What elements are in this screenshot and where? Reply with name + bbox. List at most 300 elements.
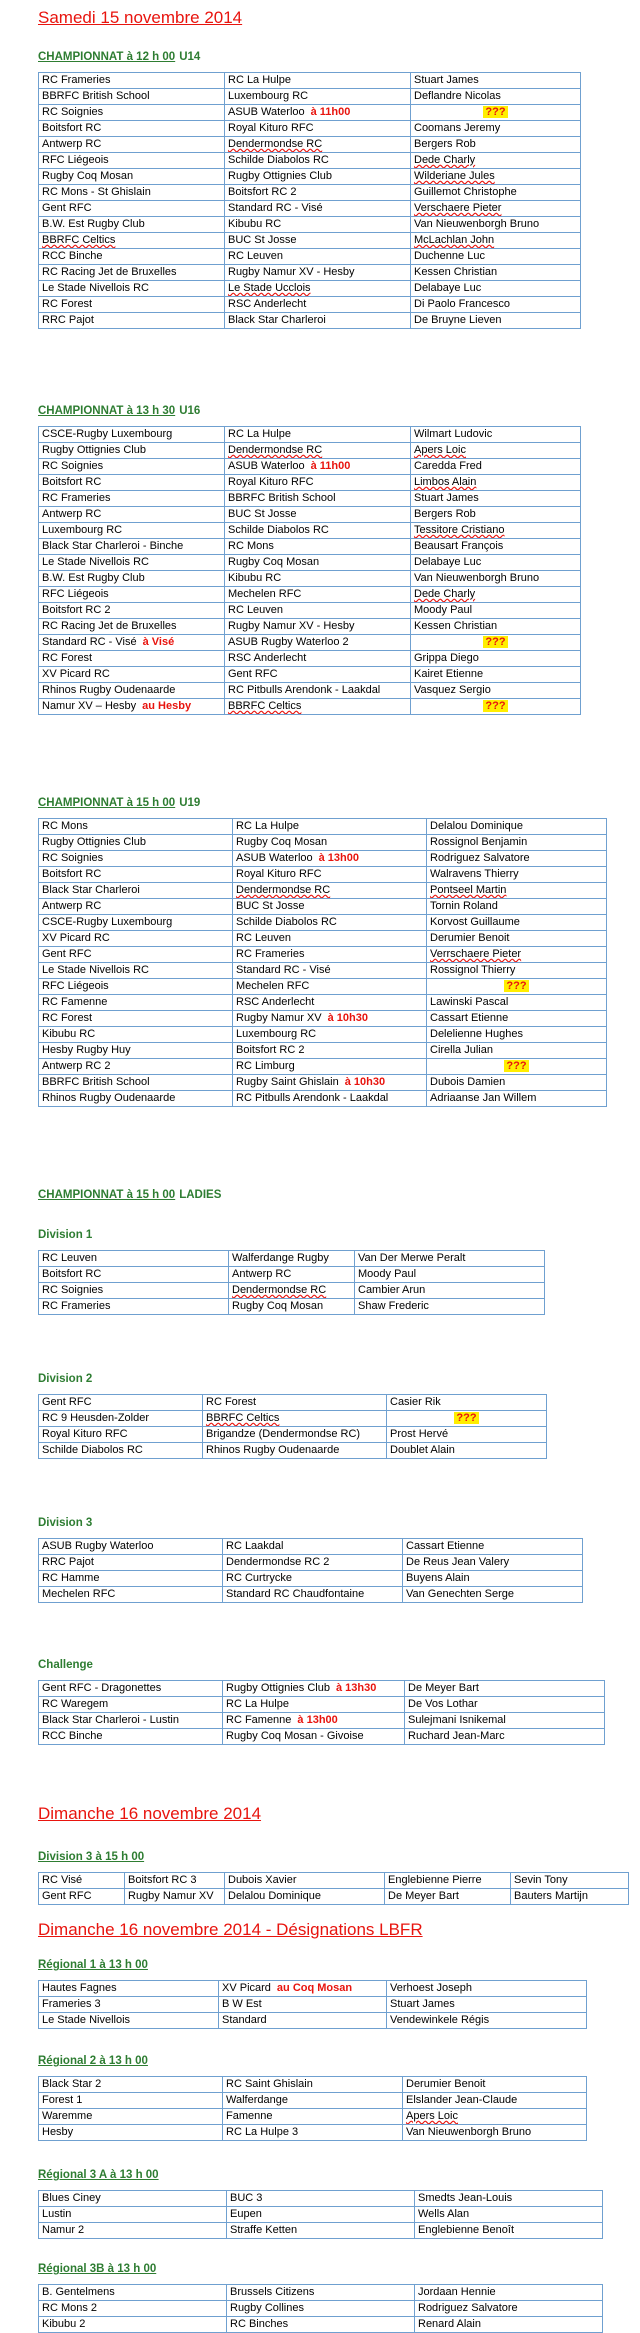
cell-text: Verrschaere Pieter <box>430 948 522 960</box>
section-heading-text: Division 3 à 15 h 00 <box>38 1851 145 1863</box>
team-cell <box>39 1267 229 1283</box>
section-heading-text: Régional 2 à 13 h 00 <box>38 2055 148 2067</box>
unknown-referee-marker: ??? <box>456 1412 477 1424</box>
cell-text: Kibubu RC <box>228 218 282 230</box>
team-cell <box>39 265 225 281</box>
team-cell <box>39 507 225 523</box>
cell-text: Namur XV – Hesby <box>42 700 137 712</box>
team-cell <box>39 1411 203 1427</box>
team-cell <box>39 297 225 313</box>
time-venue-note: à 11h00 <box>310 460 351 472</box>
team-cell <box>39 1713 223 1729</box>
cell-text: Pontseel Martin <box>430 884 507 896</box>
team-cell <box>223 2109 403 2125</box>
cell-text: Prost Hervé <box>390 1428 449 1440</box>
cell-text: RC Forest <box>42 298 93 310</box>
cell-text: Bauters Martijn <box>514 1890 588 1902</box>
team-cell <box>225 1873 385 1889</box>
table-row <box>39 1283 545 1299</box>
team-cell <box>225 249 411 265</box>
cell-text: RSC Anderlecht <box>236 996 315 1008</box>
cell-text: RC La Hulpe 3 <box>226 2126 299 2138</box>
team-cell <box>225 201 411 217</box>
team-cell <box>225 507 411 523</box>
cell-text: RRC Pajot <box>42 1556 94 1568</box>
team-cell <box>39 1981 219 1997</box>
table-row <box>39 931 607 947</box>
team-cell <box>39 1427 203 1443</box>
cell-text: Limbos Alain <box>414 476 477 488</box>
team-cell <box>225 185 411 201</box>
team-cell <box>39 1997 219 2013</box>
cell-text: Boitsfort RC 2 <box>228 186 297 198</box>
team-cell <box>39 249 225 265</box>
referee-cell <box>411 137 581 153</box>
referee-cell <box>415 2191 603 2207</box>
table-row <box>39 1027 607 1043</box>
referee-cell <box>403 1587 583 1603</box>
cell-text: Boitsfort RC 2 <box>236 1044 305 1056</box>
cell-text: Moody Paul <box>358 1268 417 1280</box>
cell-text: Gent RFC <box>228 668 278 680</box>
team-cell <box>39 651 225 667</box>
team-cell <box>39 667 225 683</box>
team-cell <box>39 1587 223 1603</box>
referee-cell <box>387 1395 547 1411</box>
referee-cell <box>411 667 581 683</box>
team-cell <box>39 899 233 915</box>
team-cell <box>39 2191 227 2207</box>
referee-cell <box>411 89 581 105</box>
referee-cell <box>511 1873 629 1889</box>
cell-text: Dubois Damien <box>430 1076 506 1088</box>
team-cell <box>225 427 411 443</box>
referee-cell <box>415 2207 603 2223</box>
referee-cell <box>405 1729 605 1745</box>
referee-cell <box>427 835 607 851</box>
referee-cell <box>427 1059 607 1075</box>
cell-text: RC Visé <box>42 1874 83 1886</box>
referee-cell <box>387 1427 547 1443</box>
table-row <box>39 185 581 201</box>
team-cell <box>39 2093 223 2109</box>
cell-text: B W Est <box>222 1998 262 2010</box>
cell-text: Rugby Coq Mosan <box>232 1300 324 1312</box>
referee-cell <box>411 603 581 619</box>
team-cell <box>233 819 427 835</box>
cell-text: Moody Paul <box>414 604 473 616</box>
team-cell <box>39 89 225 105</box>
cell-text: RC Famenne <box>226 1714 292 1726</box>
cell-text: Mechelen RFC <box>228 588 302 600</box>
referee-cell <box>411 683 581 699</box>
cell-text: Hesby Rugby Huy <box>42 1044 131 1056</box>
team-cell <box>225 1889 385 1905</box>
cell-text: Schilde Diabolos RC <box>42 1444 143 1456</box>
referee-cell <box>411 635 581 651</box>
cell-text: Adriaanse Jan Willem <box>430 1092 537 1104</box>
cell-text: BBRFC Celtics <box>228 700 302 712</box>
section-heading <box>38 2262 156 2276</box>
cell-text: Brigandze (Dendermondse RC) <box>206 1428 361 1440</box>
time-venue-note: au Coq Mosan <box>276 1982 353 1994</box>
team-cell <box>39 1681 223 1697</box>
subsection-heading <box>38 1516 92 1530</box>
section-heading <box>38 1958 148 1972</box>
cell-text: Korvost Guillaume <box>430 916 520 928</box>
team-cell <box>39 995 233 1011</box>
cell-text: Tornin Roland <box>430 900 498 912</box>
day-heading: Dimanche 16 novembre 2014 <box>38 1804 262 1823</box>
referee-cell <box>403 2109 587 2125</box>
team-cell <box>233 1043 427 1059</box>
team-cell <box>39 2125 223 2141</box>
referee-cell <box>511 1889 629 1905</box>
table-row <box>39 443 581 459</box>
team-cell <box>225 587 411 603</box>
referee-cell <box>387 1997 587 2013</box>
table-row <box>39 947 607 963</box>
table-row <box>39 1571 583 1587</box>
team-cell <box>225 217 411 233</box>
team-cell <box>39 427 225 443</box>
table-row <box>39 635 581 651</box>
cell-text: Caredda Fred <box>414 460 482 472</box>
cell-text: Kibubu RC <box>42 1028 96 1040</box>
cell-text: Le Stade Nivellois RC <box>42 282 149 294</box>
cell-text: Schilde Diabolos RC <box>228 154 329 166</box>
referee-cell <box>411 105 581 121</box>
cell-text: Royal Kituro RFC <box>42 1428 128 1440</box>
referee-cell <box>415 2285 603 2301</box>
team-cell <box>227 2317 415 2333</box>
table-row <box>39 899 607 915</box>
cell-text: Mechelen RFC <box>236 980 310 992</box>
table-row <box>39 619 581 635</box>
cell-text: Rugby Saint Ghislain <box>236 1076 339 1088</box>
team-cell <box>39 2207 227 2223</box>
cell-text: ASUB Rugby Waterloo 2 <box>228 636 349 648</box>
referee-cell <box>355 1299 545 1315</box>
fixtures-table <box>38 1680 605 1745</box>
cell-text: Luxembourg RC <box>42 524 123 536</box>
cell-text: XV Picard RC <box>42 932 110 944</box>
cell-text: Namur 2 <box>42 2224 85 2236</box>
cell-text: Schilde Diabolos RC <box>228 524 329 536</box>
cell-text: De Meyer Bart <box>408 1682 479 1694</box>
cell-text: Rodriguez Salvatore <box>430 852 530 864</box>
team-cell <box>223 1555 403 1571</box>
team-cell <box>39 1075 233 1091</box>
cell-text: Dede Charly <box>414 154 476 166</box>
table-row <box>39 835 607 851</box>
team-cell <box>39 819 233 835</box>
team-cell <box>225 555 411 571</box>
referee-cell <box>411 73 581 89</box>
team-cell <box>219 1981 387 1997</box>
team-cell <box>223 1681 405 1697</box>
team-cell <box>39 153 225 169</box>
cell-text: Wilmart Ludovic <box>414 428 493 440</box>
referee-cell <box>427 1027 607 1043</box>
team-cell <box>39 2223 227 2239</box>
cell-text: RC Soignies <box>42 852 104 864</box>
referee-cell <box>411 217 581 233</box>
cell-text: BUC St Josse <box>236 900 305 912</box>
section-heading-text: CHAMPIONNAT à 12 h 00 <box>38 51 176 63</box>
cell-text: Luxembourg RC <box>228 90 309 102</box>
team-cell <box>39 459 225 475</box>
table-row <box>39 1873 629 1889</box>
cell-text: Antwerp RC <box>232 1268 292 1280</box>
cell-text: Verhoest Joseph <box>390 1982 472 1994</box>
subsection-heading <box>38 1372 92 1386</box>
cell-text: RC Frameries <box>42 74 111 86</box>
team-cell <box>39 1283 229 1299</box>
referee-cell <box>427 851 607 867</box>
cell-text: Luxembourg RC <box>236 1028 317 1040</box>
cell-text: Standard RC Chaudfontaine <box>226 1588 365 1600</box>
table-row <box>39 201 581 217</box>
cell-text: Hesby <box>42 2126 74 2138</box>
cell-text: Standard RC - Visé <box>236 964 331 976</box>
cell-text: Dendermondse RC <box>228 138 323 150</box>
cell-text: RC Waregem <box>42 1698 109 1710</box>
cell-text: Smedts Jean-Louis <box>418 2192 513 2204</box>
cell-text: Dede Charly <box>414 588 476 600</box>
cell-text: RC Racing Jet de Bruxelles <box>42 620 177 632</box>
table-row <box>39 265 581 281</box>
section-heading-text: CHAMPIONNAT à 15 h 00 <box>38 1189 176 1201</box>
cell-text: BBRFC British School <box>42 90 150 102</box>
table-row <box>39 1729 605 1745</box>
team-cell <box>39 1443 203 1459</box>
cell-text: RC Frameries <box>42 492 111 504</box>
team-cell <box>227 2285 415 2301</box>
unknown-referee-marker: ??? <box>485 106 506 118</box>
cell-text: Rugby Coq Mosan <box>236 836 328 848</box>
referee-cell <box>411 169 581 185</box>
cell-text: RSC Anderlecht <box>228 652 307 664</box>
team-cell <box>233 931 427 947</box>
cell-text: BBRFC Celtics <box>42 234 116 246</box>
team-cell <box>227 2207 415 2223</box>
cell-text: Straffe Ketten <box>230 2224 298 2236</box>
cell-text: Delabaye Luc <box>414 556 482 568</box>
time-venue-note: à Visé <box>142 636 175 648</box>
team-cell <box>203 1427 387 1443</box>
section-heading-text: Division 3 <box>38 1517 93 1529</box>
cell-text: Shaw Frederic <box>358 1300 429 1312</box>
fixtures-table <box>38 818 607 1107</box>
table-row <box>39 851 607 867</box>
referee-cell <box>403 2125 587 2141</box>
cell-text: RC Soignies <box>42 106 104 118</box>
referee-cell <box>427 915 607 931</box>
team-cell <box>39 1873 125 1889</box>
team-cell <box>39 2013 219 2029</box>
table-row <box>39 249 581 265</box>
cell-text: Deflandre Nicolas <box>414 90 501 102</box>
cell-text: Rugby Ottignies Club <box>226 1682 330 1694</box>
cell-text: Boitsfort RC 3 <box>128 1874 197 1886</box>
table-row <box>39 1411 547 1427</box>
team-cell <box>39 683 225 699</box>
cell-text: Antwerp RC 2 <box>42 1060 111 1072</box>
fixtures-table <box>38 1394 547 1459</box>
team-cell <box>225 539 411 555</box>
cell-text: Royal Kituro RFC <box>228 122 314 134</box>
cell-text: Rhinos Rugby Oudenaarde <box>206 1444 340 1456</box>
team-cell <box>233 1059 427 1075</box>
cell-text: Dendermondse RC 2 <box>226 1556 330 1568</box>
team-cell <box>225 121 411 137</box>
section-heading <box>38 2054 148 2068</box>
referee-cell <box>427 819 607 835</box>
team-cell <box>39 281 225 297</box>
fixtures-table <box>38 1980 587 2029</box>
team-cell <box>39 523 225 539</box>
cell-text: Rossignol Benjamin <box>430 836 528 848</box>
cell-text: Famenne <box>226 2110 273 2122</box>
cell-text: Brussels Citizens <box>230 2286 315 2298</box>
cell-text: Rhinos Rugby Oudenaarde <box>42 684 176 696</box>
cell-text: RFC Liégeois <box>42 588 109 600</box>
table-row <box>39 555 581 571</box>
team-cell <box>39 1571 223 1587</box>
cell-text: Black Star Charleroi - Binche <box>42 540 184 552</box>
referee-cell <box>411 491 581 507</box>
cell-text: RC La Hulpe <box>226 1698 289 1710</box>
table-row <box>39 491 581 507</box>
table-row <box>39 819 607 835</box>
cell-text: Van Nieuwenborgh Bruno <box>414 218 540 230</box>
team-cell <box>233 947 427 963</box>
time-venue-note: au Hesby <box>142 700 192 712</box>
referee-cell <box>405 1713 605 1729</box>
team-cell <box>229 1267 355 1283</box>
cell-text: Rugby Coq Mosan - Givoise <box>226 1730 364 1742</box>
cell-text: Black Star Charleroi <box>228 314 326 326</box>
table-row <box>39 2077 587 2093</box>
cell-text: Van Nieuwenborgh Bruno <box>414 572 540 584</box>
team-cell <box>39 1539 223 1555</box>
referee-cell <box>411 571 581 587</box>
team-cell <box>225 459 411 475</box>
team-cell <box>39 169 225 185</box>
cell-text: Standard <box>222 2014 267 2026</box>
team-cell <box>225 619 411 635</box>
cell-text: Van Genechten Serge <box>406 1588 515 1600</box>
referee-cell <box>355 1267 545 1283</box>
cell-text: XV Picard <box>222 1982 271 1994</box>
cell-text: RFC Liégeois <box>42 980 109 992</box>
table-row <box>39 137 581 153</box>
team-cell <box>39 217 225 233</box>
cell-text: Walferdange <box>226 2094 288 2106</box>
table-row <box>39 427 581 443</box>
time-venue-note: à 13h30 <box>335 1682 377 1694</box>
cell-text: Stuart James <box>414 74 479 86</box>
cell-text: Lustin <box>42 2208 72 2220</box>
cell-text: Le Stade Nivellois RC <box>42 964 149 976</box>
table-row <box>39 867 607 883</box>
referee-cell <box>387 2013 587 2029</box>
team-cell <box>229 1283 355 1299</box>
table-row <box>39 1587 583 1603</box>
team-cell <box>229 1251 355 1267</box>
cell-text: De Reus Jean Valery <box>406 1556 510 1568</box>
team-cell <box>223 2077 403 2093</box>
team-cell <box>203 1411 387 1427</box>
table-row <box>39 2223 603 2239</box>
referee-cell <box>411 651 581 667</box>
referee-cell <box>427 947 607 963</box>
cell-text: RC Leuven <box>228 604 284 616</box>
table-row <box>39 1713 605 1729</box>
cell-text: RC Saint Ghislain <box>226 2078 313 2090</box>
table-row <box>39 995 607 1011</box>
subsection-heading <box>38 1228 92 1242</box>
cell-text: Dubois Xavier <box>228 1874 297 1886</box>
referee-cell <box>415 2223 603 2239</box>
cell-text: RC Pitbulls Arendonk - Laakdal <box>228 684 381 696</box>
table-row <box>39 1997 587 2013</box>
team-cell <box>39 2285 227 2301</box>
cell-text: RC La Hulpe <box>228 428 291 440</box>
cell-text: RC La Hulpe <box>236 820 299 832</box>
team-cell <box>225 571 411 587</box>
cell-text: B.W. Est Rugby Club <box>42 572 145 584</box>
time-venue-note: à 10h30 <box>327 1012 368 1024</box>
cell-text: Gent RFC <box>42 948 92 960</box>
section-category: LADIES <box>179 1189 222 1201</box>
table-row <box>39 683 581 699</box>
referee-cell <box>411 281 581 297</box>
section-heading-text: Régional 3 A à 13 h 00 <box>38 2169 159 2181</box>
team-cell <box>225 169 411 185</box>
cell-text: Antwerp RC <box>42 900 102 912</box>
team-cell <box>229 1299 355 1315</box>
cell-text: Gent RFC <box>42 1396 92 1408</box>
referee-cell <box>411 313 581 329</box>
referee-cell <box>403 1539 583 1555</box>
cell-text: Wells Alan <box>418 2208 470 2220</box>
time-venue-note: à 10h30 <box>344 1076 386 1088</box>
referee-cell <box>411 475 581 491</box>
team-cell <box>225 683 411 699</box>
cell-text: Wilderiane Jules <box>414 170 495 182</box>
team-cell <box>233 867 427 883</box>
table-row <box>39 1681 605 1697</box>
cell-text: BBRFC British School <box>42 1076 150 1088</box>
cell-text: Gent RFC - Dragonettes <box>42 1682 162 1694</box>
team-cell <box>233 1075 427 1091</box>
team-cell <box>233 963 427 979</box>
referee-cell <box>405 1697 605 1713</box>
cell-text: Forest 1 <box>42 2094 83 2106</box>
table-row <box>39 1697 605 1713</box>
cell-text: RC Soignies <box>42 460 104 472</box>
cell-text: Le Stade Ucclois <box>228 282 311 294</box>
referee-cell <box>411 265 581 281</box>
cell-text: RC Racing Jet de Bruxelles <box>42 266 177 278</box>
section-heading-text: Régional 1 à 13 h 00 <box>38 1959 148 1971</box>
unknown-referee-marker: ??? <box>506 1060 527 1072</box>
table-row <box>39 2125 587 2141</box>
cell-text: RC Forest <box>42 652 93 664</box>
referee-cell <box>411 121 581 137</box>
